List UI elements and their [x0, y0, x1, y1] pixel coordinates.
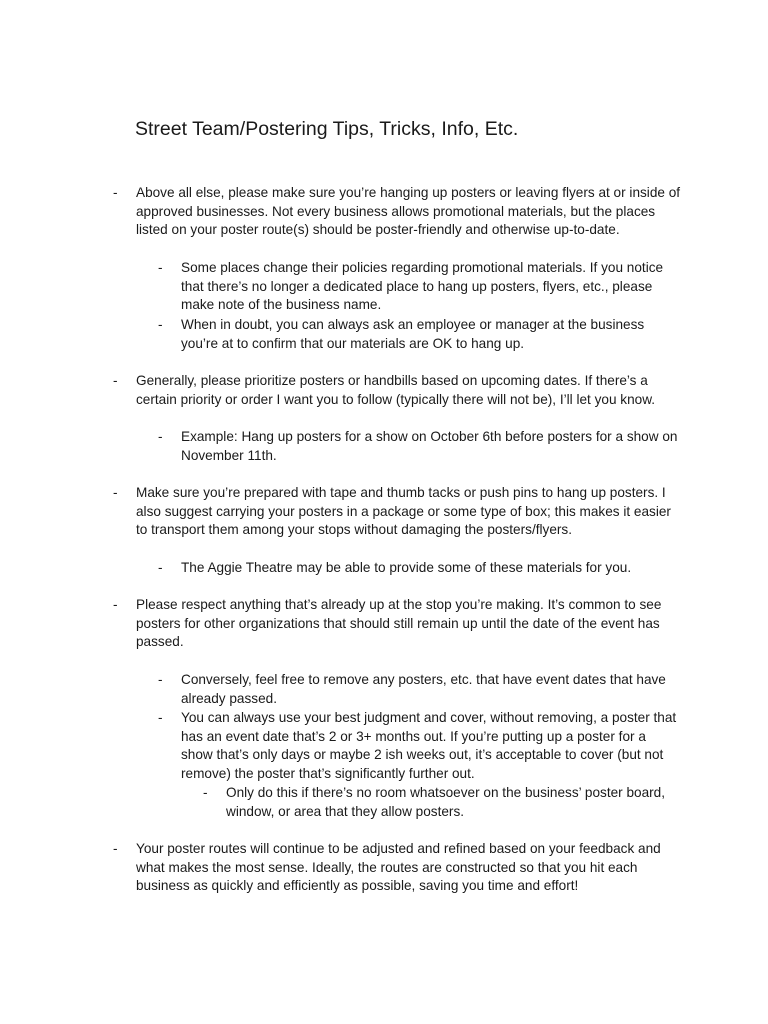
bullet-dash: -	[158, 429, 163, 444]
list-item	[158, 428, 678, 465]
bullet-dash: -	[113, 485, 118, 500]
bullet-dash: -	[113, 373, 118, 388]
list-item-text: Make sure you’re prepared with tape and thumb tacks or push pins to hang up posters. I also suggest carrying your posters in a package or some type of box; this makes it easier to transport them among your stops without damaging the posters/flyers.	[136, 485, 671, 538]
document-title: Street Team/Postering Tips, Tricks, Info, Etc.	[135, 118, 519, 140]
list-item	[113, 840, 681, 896]
bullet-dash: -	[158, 260, 163, 275]
list-item-text: Some places change their policies regarding promotional materials. If you notice that there’s no longer a dedicated place to hang up posters, flyers, etc., please make note of the business name.	[181, 260, 664, 313]
bullet-dash: -	[158, 672, 163, 687]
list-item	[113, 184, 681, 240]
list-item-text: You can always use your best judgment and cover, without removing, a poster that has an event date that’s 2 or 3+ months out. If you’re putting up a poster for a show that’s only days or maybe 2 ish weeks out, it’s acceptable to cover (but not remove) the poster that’s significantly further out.	[181, 710, 677, 781]
list-item-text: Generally, please prioritize posters or handbills based on upcoming dates. If there’s a certain priority or order I want you to follow (typically there will not be), I’ll let you know.	[136, 373, 656, 407]
bullet-dash: -	[113, 597, 118, 612]
list-item-text: When in doubt, you can always ask an employee or manager at the business you’re at to confirm that our materials are OK to hang up.	[181, 317, 645, 351]
list-item	[158, 559, 678, 578]
list-item-text: Above all else, please make sure you’re hanging up posters or leaving flyers at or inside of approved businesses. Not every business allows promotional materials, but the places listed on your poster route(s) should be poster-friendly and otherwise up-to-date.	[136, 185, 681, 238]
list-item	[158, 259, 678, 315]
list-item	[203, 784, 678, 821]
list-item	[113, 484, 681, 540]
list-item-text: Conversely, feel free to remove any posters, etc. that have event dates that have already passed.	[181, 672, 666, 706]
list-item	[113, 596, 681, 652]
bullet-dash: -	[113, 841, 118, 856]
list-item-text: Please respect anything that’s already up at the stop you’re making. It’s common to see posters for other organizations that should still remain up until the date of the event has passed.	[136, 597, 662, 650]
bullet-dash: -	[203, 785, 208, 800]
bullet-dash: -	[158, 710, 163, 725]
list-item-text: Example: Hang up posters for a show on October 6th before posters for a show on November 11th.	[181, 429, 678, 463]
list-item-text: Your poster routes will continue to be adjusted and refined based on your feedback and what makes the most sense. Ideally, the routes are constructed so that you hit each business as quickly and efficiently as possible, saving you time and effort!	[136, 841, 661, 894]
list-item-text: Only do this if there’s no room whatsoever on the business’ poster board, window, or area that they allow posters.	[226, 785, 666, 819]
bullet-dash: -	[113, 185, 118, 200]
list-item	[158, 709, 678, 783]
list-item-text: The Aggie Theatre may be able to provide some of these materials for you.	[181, 560, 632, 575]
bullet-dash: -	[158, 560, 163, 575]
bullet-dash: -	[158, 317, 163, 332]
list-item	[113, 372, 681, 409]
list-item	[158, 316, 678, 353]
list-item	[158, 671, 678, 708]
